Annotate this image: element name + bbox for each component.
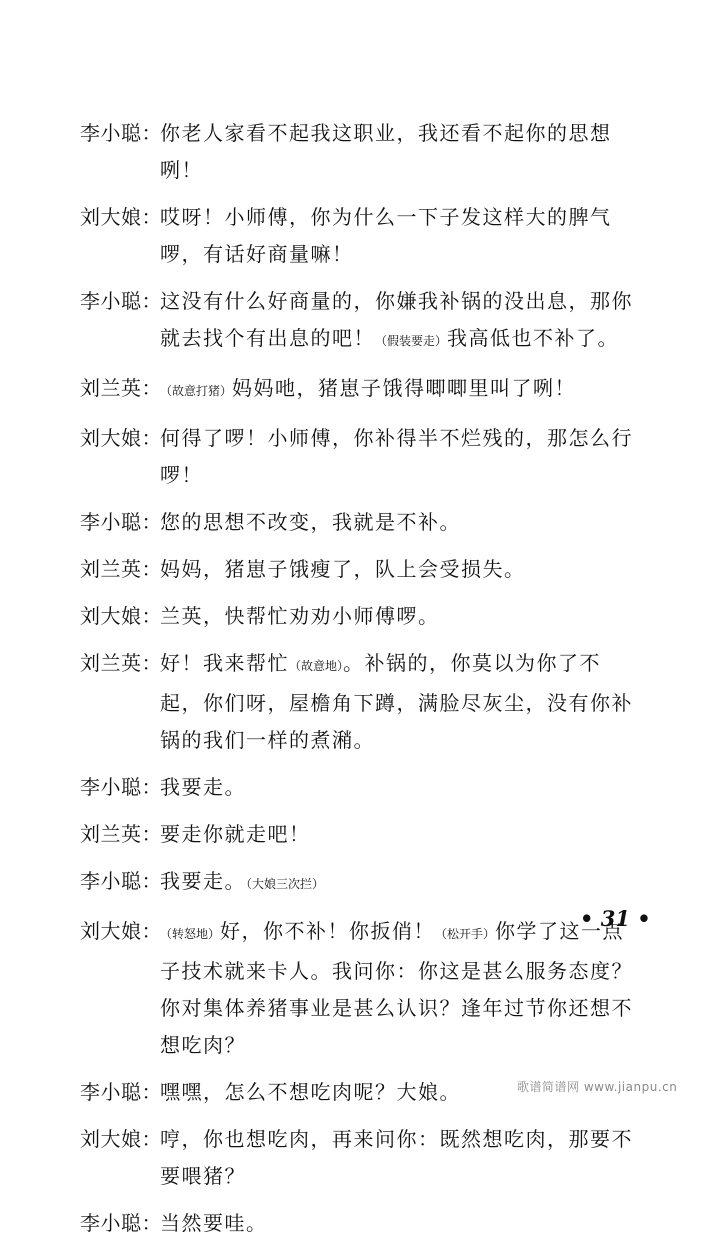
watermark: 歌谱简谱网 www.jianpu.cn bbox=[517, 1080, 678, 1094]
dialogue-entry bbox=[80, 504, 640, 541]
dialogue-text bbox=[160, 420, 640, 494]
speaker-name: 李小聪： bbox=[80, 1080, 162, 1104]
speaker-name: 刘大娘： bbox=[80, 426, 162, 450]
line-text: 我要走。 bbox=[160, 869, 246, 893]
dialogue-text bbox=[160, 551, 640, 588]
speaker-name: 李小聪： bbox=[80, 510, 162, 534]
dialogue-entry bbox=[80, 769, 640, 806]
dialogue-text bbox=[160, 283, 640, 360]
line-text: 你学了这一点子技术就来卡人。我问你：你这是甚么服务态度？你对集体养猪事业是甚么认识？逢年过节你还想不想吃肉？ bbox=[160, 919, 633, 1057]
dialogue-entry bbox=[80, 816, 640, 853]
dialogue-entry bbox=[80, 645, 640, 759]
speaker-name: 刘大娘： bbox=[80, 604, 162, 628]
dialogue-entry bbox=[80, 199, 640, 273]
stage-direction: （假装要走） bbox=[375, 334, 448, 348]
speaker-name: 刘兰英： bbox=[80, 651, 162, 675]
dialogue-entry bbox=[80, 1205, 640, 1242]
dialogue-entry bbox=[80, 598, 640, 635]
dialogue-entry bbox=[80, 913, 640, 1064]
speaker-name: 李小聪： bbox=[80, 869, 162, 893]
dialogue-text bbox=[160, 504, 640, 541]
dialogue-text bbox=[160, 769, 640, 806]
stage-direction: （故意打猪） bbox=[160, 384, 233, 398]
line-text: 兰英，快帮忙劝劝小师傅啰。 bbox=[160, 604, 440, 628]
dialogue-text bbox=[160, 598, 640, 635]
dialogue-entry bbox=[80, 863, 640, 903]
line-text: 您的思想不改变，我就是不补。 bbox=[160, 510, 461, 534]
dialogue-text bbox=[160, 1121, 640, 1195]
line-text: 妈妈吔，猪崽子饿得唧唧里叫了咧！ bbox=[232, 376, 577, 400]
stage-direction: （松开手） bbox=[435, 927, 496, 941]
speaker-name: 李小聪： bbox=[80, 775, 162, 799]
dialogue-entry bbox=[80, 283, 640, 360]
line-text: 我要走。 bbox=[160, 775, 246, 799]
line-text: 哼，你也想吃肉，再来问你：既然想吃肉，那要不要喂猪？ bbox=[160, 1127, 633, 1188]
line-text: 何得了啰！小师傅，你补得半不烂残的，那怎么行啰！ bbox=[160, 426, 633, 487]
speaker-name: 刘大娘： bbox=[80, 1127, 162, 1151]
speaker-name: 李小聪： bbox=[80, 121, 162, 145]
line-text: 嘿嘿，怎么不想吃肉呢？大娘。 bbox=[160, 1080, 461, 1104]
speaker-name: 刘大娘： bbox=[80, 205, 162, 229]
dialogue-text bbox=[160, 199, 640, 273]
line-text: 你老人家看不起我这职业，我还看不起你的思想咧！ bbox=[160, 121, 612, 182]
dialogue-entry bbox=[80, 420, 640, 494]
dialogue-text bbox=[160, 1205, 640, 1242]
line-text: 要走你就走吧！ bbox=[160, 822, 311, 846]
dialogue-entry bbox=[80, 115, 640, 189]
line-text: 妈妈，猪崽子饿瘦了，队上会受损失。 bbox=[160, 557, 526, 581]
dialogue-text bbox=[160, 863, 640, 903]
line-text: 。补锅的，你莫以为你了不起，你们呀，屋檐角下蹲，满脸尽灰尘，没有你补锅的我们一样的煮潲。 bbox=[160, 651, 633, 752]
line-text: 好，你不补！你扳俏！ bbox=[220, 919, 436, 943]
speaker-name: 李小聪： bbox=[80, 1211, 162, 1235]
dialogue-entry bbox=[80, 370, 640, 410]
line-text: 哎呀！小师傅，你为什么一下子发这样大的脾气啰，有话好商量嘛！ bbox=[160, 205, 612, 266]
line-text: 我高低也不补了。 bbox=[447, 326, 620, 350]
page-number: • 31 • bbox=[580, 906, 651, 931]
stage-direction: （故意地） bbox=[289, 659, 344, 673]
line-text: 当然要哇。 bbox=[160, 1211, 268, 1235]
stage-direction: （大娘三次拦） bbox=[246, 877, 325, 891]
dialogue-entry bbox=[80, 1121, 640, 1195]
dialogue-text bbox=[160, 913, 640, 1064]
dialogue-text bbox=[160, 115, 640, 189]
dialogue-entry bbox=[80, 551, 640, 588]
line-text: 好！我来帮忙 bbox=[160, 651, 289, 675]
speaker-name: 李小聪： bbox=[80, 289, 162, 313]
dialogue-text bbox=[160, 370, 640, 410]
speaker-name: 刘大娘： bbox=[80, 919, 162, 943]
dialogue-text bbox=[160, 645, 640, 759]
speaker-name: 刘兰英： bbox=[80, 376, 162, 400]
stage-direction: （转怒地） bbox=[160, 927, 221, 941]
speaker-name: 刘兰英： bbox=[80, 557, 162, 581]
line-text: 这没有什么好商量的，你嫌我补锅的没出息，那你就去找个有出息的吧！ bbox=[160, 289, 633, 350]
speaker-name: 刘兰英： bbox=[80, 822, 162, 846]
dialogue-text bbox=[160, 816, 640, 853]
